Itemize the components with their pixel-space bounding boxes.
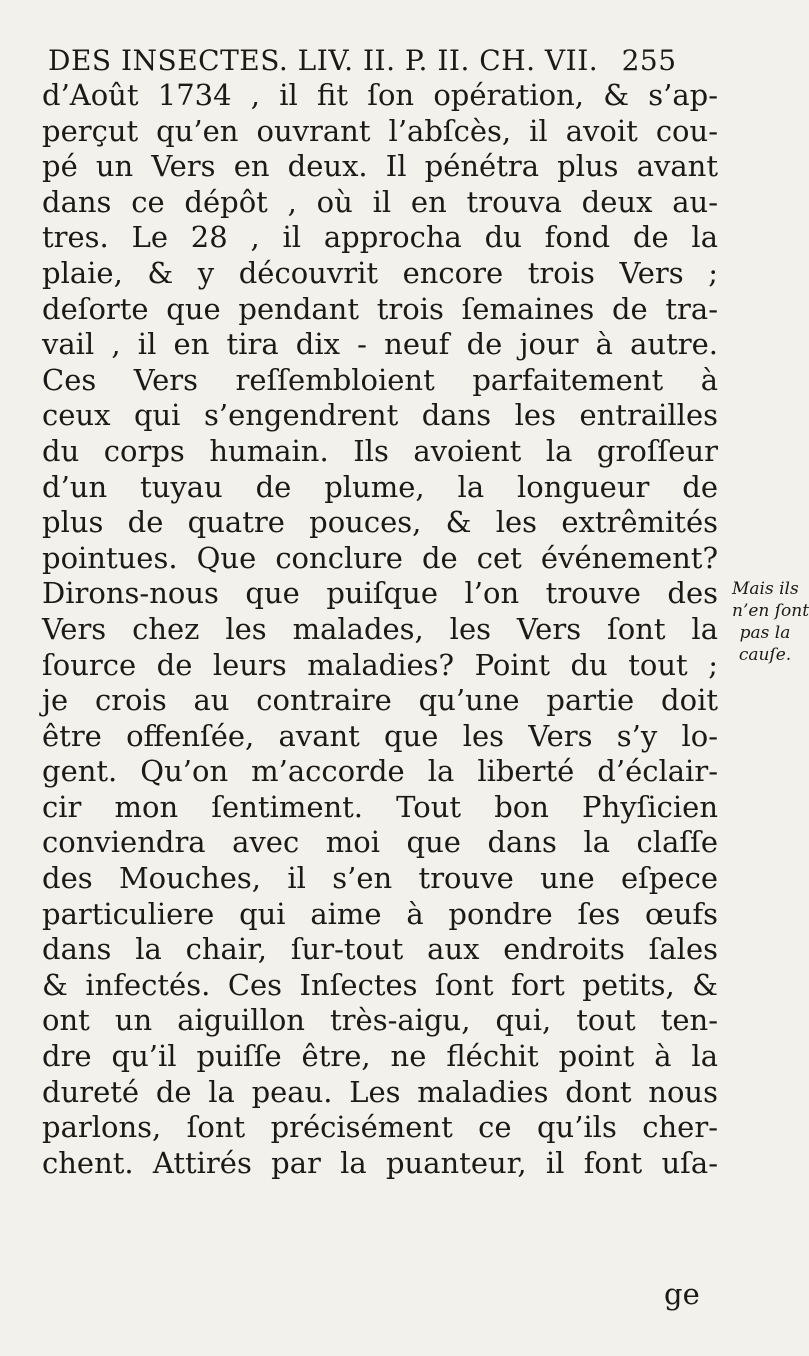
text-line: deſorte que pendant trois ſemaines de tra- xyxy=(42,291,718,326)
text-line: particuliere qui aime à pondre ſes œufs xyxy=(42,896,718,931)
running-title: DES INSECTES. LIV. II. P. II. CH. VII. xyxy=(48,44,599,77)
catchword: ge xyxy=(664,1277,700,1311)
text-line: dans la chair, ſur-tout aux endroits ſales xyxy=(42,932,718,967)
text-line: pointues. Que conclure de cet événement? xyxy=(42,540,718,575)
margin-note xyxy=(732,578,809,666)
text-line: être offenſée, avant que les Vers s’y lo- xyxy=(42,718,718,753)
text-line: ceux qui s’engendrent dans les entrailles xyxy=(42,398,718,433)
text-line: cir mon ſentiment. Tout bon Phyſicien xyxy=(42,789,718,824)
text-line: conviendra avec moi que dans la claſſe xyxy=(42,825,718,860)
text-line: tres. Le 28 , il approcha du fond de la xyxy=(42,220,718,255)
page-number: 255 xyxy=(621,44,677,77)
text-line: ont un aiguillon très-aigu, qui, tout ten- xyxy=(42,1003,718,1038)
text-line: je crois au contraire qu’une partie doit xyxy=(42,683,718,718)
text-line: & infectés. Ces Inſectes ſont fort petits, & xyxy=(42,967,718,1002)
text-line: chent. Attirés par la puanteur, il font uſa- xyxy=(42,1145,718,1180)
running-header xyxy=(48,44,688,77)
margin-note-line: cauſe. xyxy=(738,645,792,665)
text-line: vail , il en tira dix - neuf de jour à autre. xyxy=(42,327,718,362)
text-line: du corps humain. Ils avoient la groſſeur xyxy=(42,433,718,468)
text-line: dureté de la peau. Les maladies dont nous xyxy=(42,1074,718,1109)
text-line: gent. Qu’on m’accorde la liberté d’éclair- xyxy=(42,754,718,789)
text-line: des Mouches, il s’en trouve une eſpece xyxy=(42,861,718,896)
text-line: Ces Vers reſſembloient parfaitement à xyxy=(42,362,718,397)
text-line: pé un Vers en deux. Il pénétra plus avant xyxy=(42,149,718,184)
text-line: ſource de leurs maladies? Point du tout ; xyxy=(42,647,718,682)
text-line: dans ce dépôt , où il en trouva deux au- xyxy=(42,184,718,219)
text-line: d’un tuyau de plume, la longueur de xyxy=(42,469,718,504)
margin-note-line: n’en ſont xyxy=(732,601,809,621)
text-line: perçut qu’en ouvrant l’abſcès, il avoit cou- xyxy=(42,113,718,148)
text-line: plus de quatre pouces, & les extrêmités xyxy=(42,505,718,540)
text-line: d’Août 1734 , il fit ſon opération, & s’ap- xyxy=(42,78,718,112)
text-line: Dirons-nous que puiſque l’on trouve des xyxy=(42,576,718,611)
text-line: plaie, & y découvrit encore trois Vers ; xyxy=(42,255,718,290)
text-line: dre qu’il puiſſe être, ne fléchit point à la xyxy=(42,1039,718,1074)
body-text xyxy=(42,78,722,1181)
margin-note-line: Mais ils xyxy=(732,579,799,599)
text-line: parlons, ſont précisément ce qu’ils cher- xyxy=(42,1110,718,1145)
margin-note-line: pas la xyxy=(739,623,791,643)
text-line: Vers chez les malades, les Vers ſont la xyxy=(42,611,718,646)
